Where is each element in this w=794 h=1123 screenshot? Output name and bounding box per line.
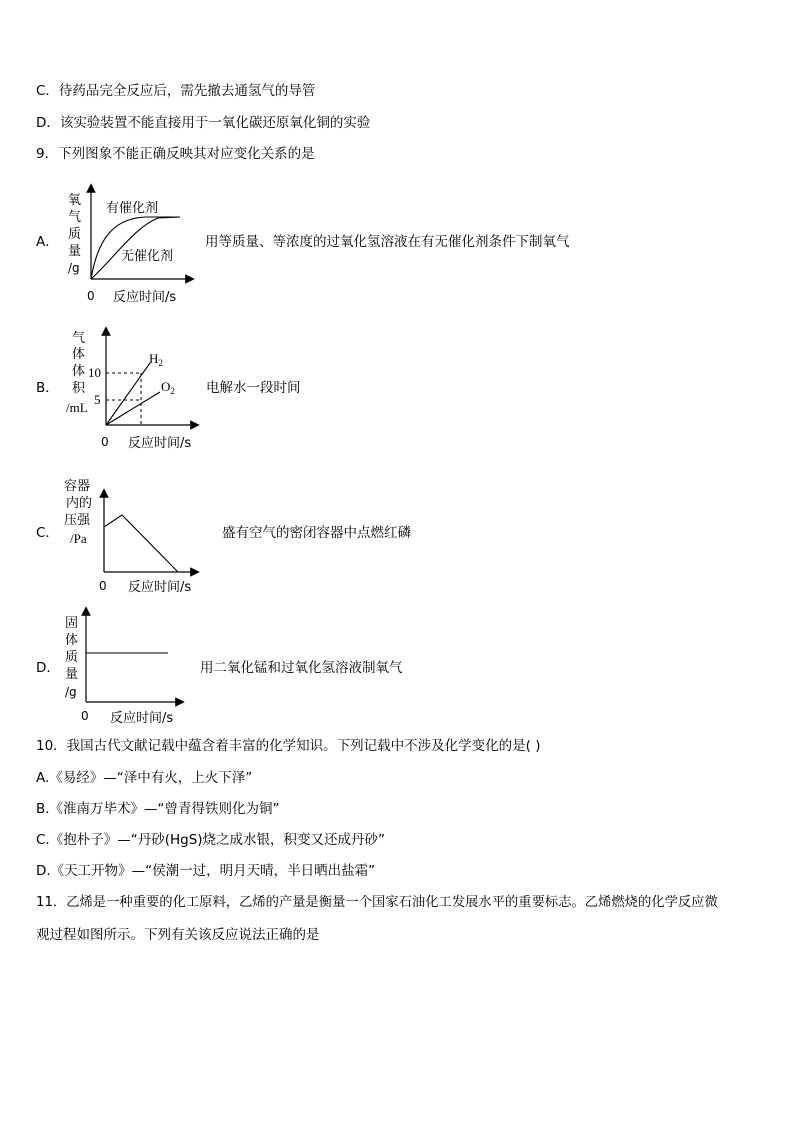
q11-stem-line1: 11．乙烯是一种重要的化工原料，乙烯的产量是衡量一个国家石油化工发展水平的重要标志。乙烯燃烧的化学反应微 [36, 895, 718, 910]
q9-b-tick-5: 5 [94, 392, 101, 407]
q9-c-ylabel-2: 内的 [66, 496, 93, 511]
q9-b-label-o2: $O_2$ [161, 379, 175, 396]
q9-d-xlabel: 反应时间/s [110, 711, 174, 726]
q9-option-d-desc: 用二氧化锰和过氧化氢溶液制氧气 [200, 660, 403, 676]
q10-option-d: D.《天工开物》—“侯潮一过，明月天晴，半日晒出盐霜” [36, 863, 376, 879]
q9-option-a-label: A． [36, 234, 59, 250]
q9-a-ylabel-2: 气 [68, 210, 82, 225]
q9-a-origin: 0 [87, 289, 95, 303]
q9-b-origin: 0 [101, 435, 109, 449]
q9-d-ylabel-5: /g [65, 685, 77, 699]
q9-b-ylabel-3: 体 [72, 364, 86, 379]
q9-d-ylabel-2: 体 [65, 633, 79, 648]
q9-b-ylabel-5: /mL [66, 400, 88, 415]
q9-c-ylabel-1: 容器 [64, 479, 91, 494]
q9-a-ylabel-5: /g [68, 261, 80, 275]
q9-c-xlabel: 反应时间/s [128, 580, 192, 595]
q9-option-d-label: D． [36, 660, 60, 676]
q9-b-ylabel-1: 气 [72, 331, 86, 346]
q11-stem-line2: 观过程如图所示。下列有关该反应说法正确的是 [36, 927, 320, 943]
q10-stem: 10．我国古代文献记载中蕴含着丰富的化学知识。下列记载中不涉及化学变化的是( ) [36, 738, 541, 754]
q9-a-label-with-catalyst: 有催化剂 [106, 201, 159, 216]
q9-a-curve-without-catalyst [91, 217, 180, 279]
q9-option-c-label: C． [36, 525, 59, 541]
q9-b-xlabel: 反应时间/s [128, 436, 192, 451]
q8-option-c: C．待药品完全反应后，需先撤去通氢气的导管 [36, 83, 316, 99]
q9-stem: 9．下列图象不能正确反映其对应变化关系的是 [36, 146, 315, 162]
q9-graph-d [60, 606, 190, 728]
q9-option-b-label: B． [36, 380, 59, 396]
q10-option-a: A.《易经》—“泽中有火，上火下泽” [36, 770, 253, 786]
q10-option-c: C.《抱朴子》—“丹砂(HgS)烧之成水银，积变又还成丹砂” [36, 832, 386, 848]
q9-c-ylabel-4: /Pa [70, 531, 87, 546]
q9-d-ylabel-3: 质 [65, 650, 79, 665]
q9-graph-c [60, 473, 205, 598]
q10-option-b: B.《淮南万毕术》—“曾青得铁则化为铜” [36, 801, 280, 817]
q9-b-label-h2: $H_2$ [149, 351, 163, 368]
q9-d-origin: 0 [81, 709, 89, 723]
q9-c-pressure-line [104, 515, 178, 572]
q9-graph-b [60, 325, 205, 455]
q9-option-c-desc: 盛有空气的密闭容器中点燃红磷 [222, 525, 411, 541]
q9-d-ylabel-1: 固 [65, 616, 79, 631]
q9-b-tick-10: 10 [88, 365, 101, 380]
q9-a-ylabel-1: 氧 [68, 193, 82, 208]
q9-a-curve-with-catalyst [91, 217, 180, 279]
q9-graph-a [60, 182, 200, 307]
q9-b-ylabel-4: 积 [72, 381, 86, 396]
q9-b-line-h2 [106, 363, 150, 425]
q9-b-line-o2 [106, 392, 160, 425]
q9-option-b-desc: 电解水一段时间 [206, 380, 301, 396]
q9-b-ylabel-2: 体 [72, 347, 86, 362]
q9-a-xlabel: 反应时间/s [113, 290, 177, 305]
q9-a-ylabel-3: 质 [68, 227, 82, 242]
q9-d-ylabel-4: 量 [65, 667, 79, 682]
q9-c-ylabel-3: 压强 [64, 513, 91, 528]
q9-a-ylabel-4: 量 [68, 244, 82, 259]
q8-option-d: D．该实验装置不能直接用于一氧化碳还原氧化铜的实验 [36, 115, 371, 131]
q9-c-origin: 0 [99, 579, 107, 593]
q9-a-label-without-catalyst: 无催化剂 [121, 249, 174, 264]
q9-option-a-desc: 用等质量、等浓度的过氧化氢溶液在有无催化剂条件下制氧气 [205, 234, 570, 250]
